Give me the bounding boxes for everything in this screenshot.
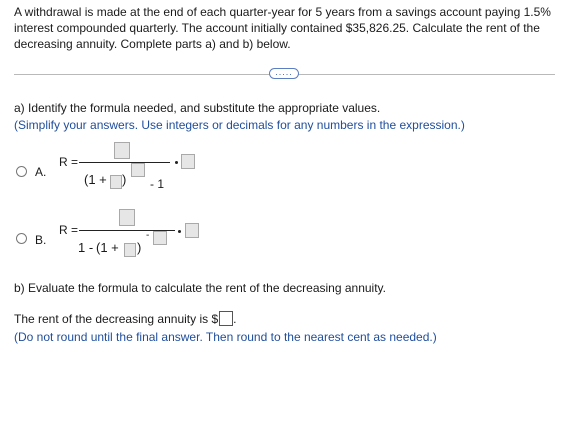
option-b-radio[interactable] [16,233,27,244]
option-a-r-equals: R = [59,155,79,169]
option-b-one-minus: 1 - [78,240,94,255]
option-b-exponent-minus: - [146,230,150,241]
option-a-radio[interactable] [16,166,27,177]
rent-answer-input[interactable] [219,311,233,326]
part-b-answer-row [14,311,236,326]
more-dots: ..... [275,66,293,77]
option-a-fraction-bar [79,162,170,163]
option-a-multiply-dot [175,161,178,164]
option-b-multiply-dot [178,230,181,233]
part-a-hint: (Simplify your answers. Use integers or decimals for any numbers in the expression.) [14,118,465,132]
part-b-hint: (Do not round until the final answer. Then round to the nearest cent as needed.) [14,330,437,344]
option-b-close-paren: ) [137,240,142,255]
option-a-label: A. [35,165,47,179]
option-a-pv-input[interactable] [181,154,195,169]
option-b-label: B. [35,233,47,247]
question-text: A withdrawal is made at the end of each quarter-year for 5 years from a savings account paying 1.5% interest compounded quarterly. The account initially contained $35,826.25. Calculate the rent of the decreasing annuity. Complete parts a) and b) below. [14,5,551,51]
part-b-prompt: b) Evaluate the formula to calculate the rent of the decreasing annuity. [14,281,386,295]
option-b-pv-input[interactable] [185,223,199,238]
option-a-minus-one: - 1 [150,177,165,191]
option-b-rate-input[interactable] [124,243,136,257]
part-b-answer-suffix: . [233,311,237,326]
option-a-open-paren: (1 + [84,172,107,187]
option-b-numerator-input[interactable] [119,209,135,226]
option-a-rate-input[interactable] [110,175,122,189]
part-a-prompt: a) Identify the formula needed, and substitute the appropriate values. [14,101,381,115]
option-a-exponent-input[interactable] [131,163,145,177]
option-a-close-paren: ) [122,172,127,187]
option-a-numerator-input[interactable] [114,142,130,159]
option-b-exponent-input[interactable] [153,231,167,245]
option-b-open-paren: (1 + [96,240,119,255]
show-more-button[interactable] [269,68,299,79]
option-b-r-equals: R = [59,223,79,237]
part-b-answer-prefix: The rent of the decreasing annuity is $ [14,311,219,326]
